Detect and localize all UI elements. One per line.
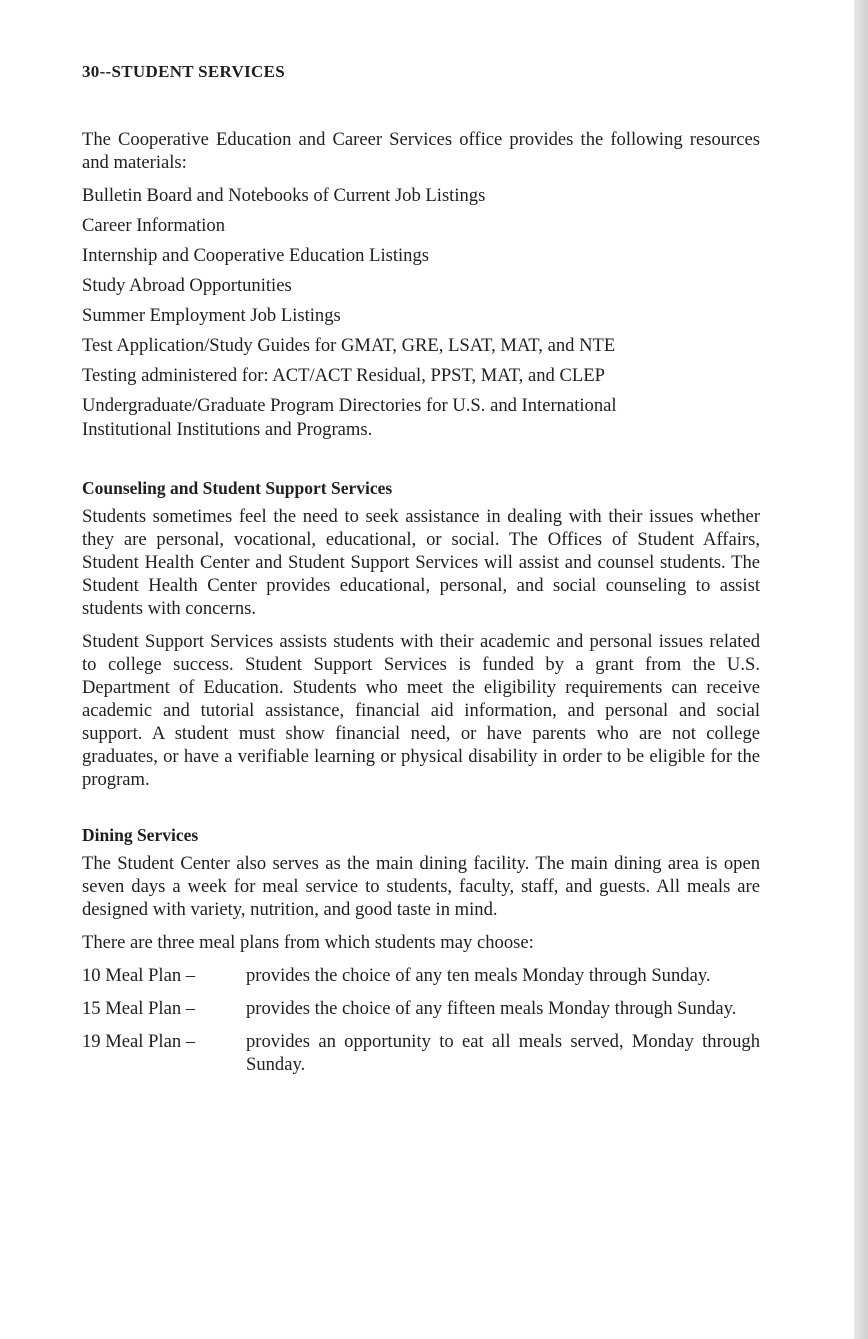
counseling-paragraph-2: Student Support Services assists students with their academic and personal issues related to college success. Student Support Services is funded by a grant from the U.S. Department of Education. Students who meet the eligibility requirements can receive academic and tutorial assistance, financial aid information, and personal and social support. A student must show financial need, or have parents who are not college graduates, or have a verifiable learning or physical disability in order to be eligible for the program. (82, 631, 760, 790)
meal-plan-name: 15 Meal Plan – (82, 998, 196, 1019)
meal-plan-item (82, 964, 760, 987)
list-item: Test Application/Study Guides for GMAT, GRE, LSAT, MAT, and NTE (82, 335, 616, 356)
meal-plan-item (82, 997, 760, 1020)
list-item: Study Abroad Opportunities (82, 275, 292, 296)
dining-paragraph-2: There are three meal plans from which students may choose: (82, 932, 534, 953)
list-item: Bulletin Board and Notebooks of Current Job Listings (82, 185, 486, 206)
list-item: Career Information (82, 215, 226, 236)
meal-plan-item (82, 1030, 760, 1076)
list-item: Internship and Cooperative Education Listings (82, 245, 430, 266)
meal-plans-list (82, 964, 760, 1076)
dining-section (82, 825, 760, 1076)
meal-plan-description: provides an opportunity to eat all meals served, Monday through Sunday. (246, 1031, 760, 1075)
document-page (82, 62, 760, 1086)
dining-heading: Dining Services (82, 825, 199, 845)
counseling-section (82, 478, 760, 791)
meal-plan-description: provides the choice of any ten meals Monday through Sunday. (246, 965, 711, 986)
list-item: Testing administered for: ACT/ACT Residual, PPST, MAT, and CLEP (82, 365, 605, 386)
list-item: Summer Employment Job Listings (82, 305, 341, 326)
page-edge-shadow (854, 0, 868, 1339)
meal-plan-name: 19 Meal Plan – (82, 1031, 196, 1052)
meal-plan-name: 10 Meal Plan – (82, 965, 196, 986)
counseling-paragraph-1: Students sometimes feel the need to seek assistance in dealing with their issues whether they are personal, vocational, educational, or social. The Offices of Student Affairs, Student Health Center and Student Support Services will assist and counsel students. The Student Health Center provides educational, personal, and social counseling to assist students with concerns. (82, 506, 760, 619)
counseling-heading: Counseling and Student Support Services (82, 478, 393, 498)
dining-paragraph-1: The Student Center also serves as the main dining facility. The main dining area is open seven days a week for meal service to students, faculty, staff, and guests. All meals are designed with variety, nutrition, and good taste in mind. (82, 853, 760, 920)
list-item: Undergraduate/Graduate Program Directories for U.S. and International (82, 395, 617, 416)
list-item-continuation: Institutional Institutions and Programs. (82, 419, 373, 440)
meal-plan-description: provides the choice of any fifteen meals Monday through Sunday. (246, 998, 737, 1019)
intro-paragraph: The Cooperative Education and Career Services office provides the following resources and materials: (82, 129, 760, 173)
running-head: 30--STUDENT SERVICES (82, 62, 286, 81)
resources-list (82, 184, 760, 442)
